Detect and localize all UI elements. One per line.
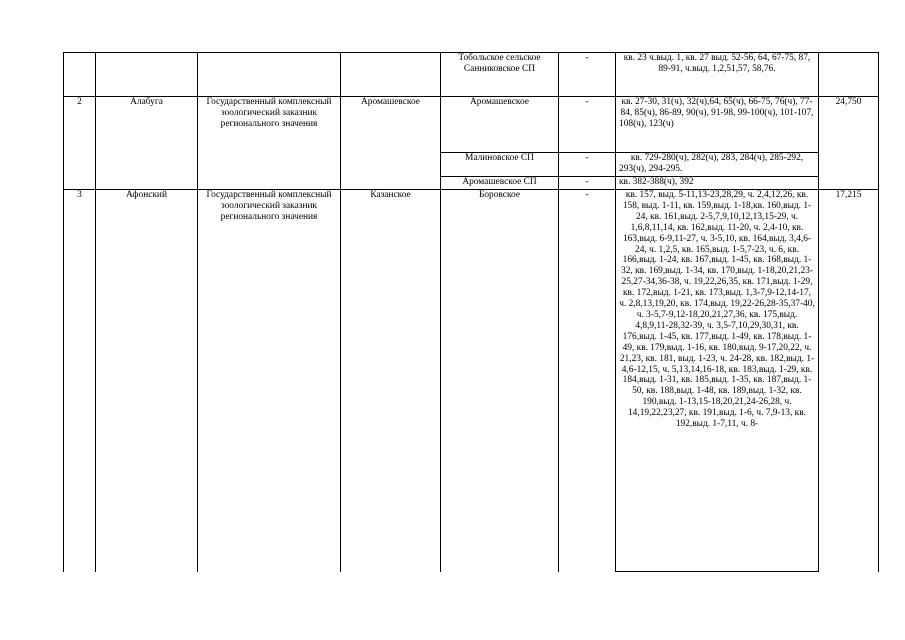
reserve-type-cell: [198, 53, 341, 97]
table-row: [64, 97, 879, 153]
row-number-cell: 3: [64, 190, 96, 572]
district-cell: Аромашевское: [341, 97, 441, 190]
dash-cell: -: [559, 53, 616, 97]
quarters-cell: кв. 23 ч.выд. 1, кв. 27 выд. 52-56, 64, 67-75, 87, 89-91, ч.выд. 1,2,51,57, 58,76.: [616, 53, 819, 97]
zakaznik-table: [63, 52, 879, 572]
settlement-cell: Малиновское СП: [441, 153, 559, 177]
quarters-cell: кв. 729-280(ч), 282(ч), 283, 284(ч), 285-292, 293(ч), 294-295.: [616, 153, 819, 177]
district-cell: Казанское: [341, 190, 441, 572]
dash-cell: -: [559, 97, 616, 153]
row-number-cell: [64, 53, 96, 97]
settlement-cell: Боровское: [441, 190, 559, 572]
area-cell: 24,750: [819, 97, 879, 190]
reserve-name-cell: Афонский: [96, 190, 198, 572]
quarters-cell: кв. 27-30, 31(ч), 32(ч),64, 65(ч), 66-75, 76(ч), 77-84, 85(ч), 86-89, 90(ч), 91-98, 99-100(ч), 101-107, 108(ч), 123(ч): [616, 97, 819, 153]
reserve-name-cell: [96, 53, 198, 97]
reserve-name-cell: Алабуга: [96, 97, 198, 190]
dash-cell: -: [559, 177, 616, 190]
dash-cell: -: [559, 190, 616, 572]
settlement-cell: Аромашевское СП: [441, 177, 559, 190]
area-cell: [819, 53, 879, 97]
table-row: [64, 53, 879, 97]
dash-cell: -: [559, 153, 616, 177]
table-row: [64, 190, 879, 572]
area-cell: 17,215: [819, 190, 879, 572]
settlement-cell: Аромашевское: [441, 97, 559, 153]
quarters-cell: кв. 157, выд. 5-11,13-23,28,29, ч. 2,4,12,26, кв. 158, выд. 1-11, кв. 159,выд. 1-18,кв. 160,выд. 1-24, кв. 161,выд. 2-5,7,9,10,12,13,15-29, ч. 1,6,8,11,14, кв. 162,выд. 11-20, ч. 2,4-10, кв. 163,выд. 6-9,11-27, ч. 3-5,10, кв. 164,выд. 3,4,6-24, ч. 1,2,5, кв. 165,выд. 1-5,7-23, ч. 6, кв. 166,выд. 1-24, кв. 167,выд. 1-45, кв. 168,выд. 1-32, кв. 169,выд. 1-34, кв. 170,выд. 1-18,20,21,23-25,27-34,36-38, ч. 19,22,26,35, кв. 171,выд. 1-29, кв. 172,выд. 1-21, кв. 173,выд. 1,3-7,9-12,14-17, ч. 2,8,13,19,20, кв. 174,выд. 19,22-26,28-35,37-40, ч. 3-5,7-9,12-18,20,21,27,36, кв. 175,выд. 4,8,9,11-28,32-39, ч. 3,5-7,10,29,30,31, кв. 176,выд. 1-45, кв. 177,выд. 1-49, кв. 178,выд. 1-49, кв. 179,выд. 1-16, кв. 180,выд. 9-17,20,22, ч. 21,23, кв. 181, выд. 1-23, ч. 24-28, кв. 182,выд. 1-4,6-12,15, ч. 5,13,14,16-18, кв. 183,выд. 1-29, кв. 184,выд. 1-31, кв. 185,выд. 1-35, кв. 187,выд. 1-50, кв. 188,выд. 1-48, кв. 189,выд. 1-32, кв. 190,выд. 1-13,15-18,20,21,24-26,28, ч. 14,19,22,23,27, кв. 191,выд. 1-6, ч. 7,9-13, кв. 192,выд. 1-7,11, ч. 8-: [616, 190, 819, 572]
row-number-cell: 2: [64, 97, 96, 190]
reserve-type-cell: Государственный комплексный зоологический заказник регионального значения: [198, 97, 341, 190]
district-cell: [341, 53, 441, 97]
reserve-type-cell: Государственный комплексный зоологический заказник регионального значения: [198, 190, 341, 572]
quarters-cell: кв. 382-388(ч), 392: [616, 177, 819, 190]
settlement-cell: Тобольское сельское Санниковское СП: [441, 53, 559, 97]
